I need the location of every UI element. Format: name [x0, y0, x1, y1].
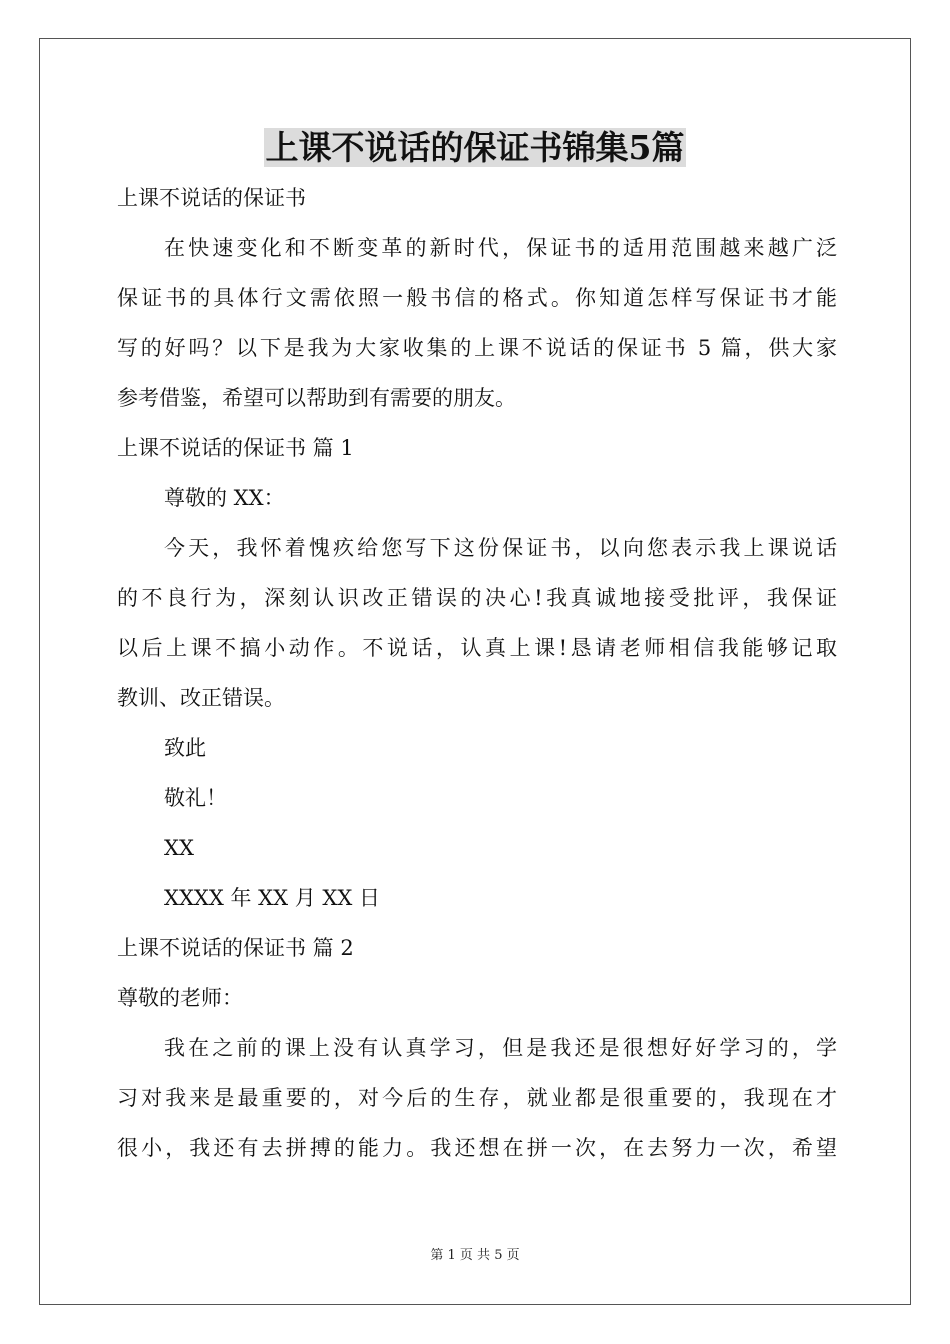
intro-heading: 上课不说话的保证书: [117, 186, 306, 210]
paragraph-line: 保证书的具体行文需依照一般书信的格式。你知道怎样写保证书才能: [117, 286, 837, 310]
salutation: 尊敬的 XX：: [164, 486, 285, 510]
paragraph-line: 我在之前的课上没有认真学习，但是我还是很想好好学习的，学: [164, 1036, 837, 1060]
section-heading-2: 上课不说话的保证书 篇 2: [117, 936, 354, 960]
document-title: 上课不说话的保证书锦集5篇: [265, 128, 685, 167]
date-line: XXXX 年 XX 月 XX 日: [164, 886, 380, 910]
paragraph-line: 今天，我怀着愧疚给您写下这份保证书，以向您表示我上课说话: [164, 536, 837, 560]
closing-salute: 敬礼！: [164, 786, 227, 810]
page-border: [39, 38, 911, 1305]
salutation: 尊敬的老师：: [117, 986, 243, 1010]
paragraph-line: 参考借鉴，希望可以帮助到有需要的朋友。: [117, 386, 516, 410]
paragraph-line: 教训、改正错误。: [117, 686, 285, 710]
section-heading-1: 上课不说话的保证书 篇 1: [117, 436, 354, 460]
paragraph-line: 在快速变化和不断变革的新时代，保证书的适用范围越来越广泛: [164, 236, 837, 260]
paragraph-line: 以后上课不搞小动作。不说话，认真上课!恳请老师相信我能够记取: [117, 636, 837, 660]
signature: XX: [164, 836, 194, 860]
closing-line: 致此: [164, 736, 206, 760]
paragraph-line: 写的好吗？以下是我为大家收集的上课不说话的保证书 5 篇，供大家: [117, 336, 837, 360]
paragraph-line: 很小，我还有去拼搏的能力。我还想在拼一次，在去努力一次，希望: [117, 1136, 837, 1160]
paragraph-line: 的不良行为，深刻认识改正错误的决心!我真诚地接受批评，我保证: [117, 586, 837, 610]
page-number: 第 1 页 共 5 页: [430, 1248, 520, 1263]
paragraph-line: 习对我来是最重要的，对今后的生存，就业都是很重要的，我现在才: [117, 1086, 837, 1110]
